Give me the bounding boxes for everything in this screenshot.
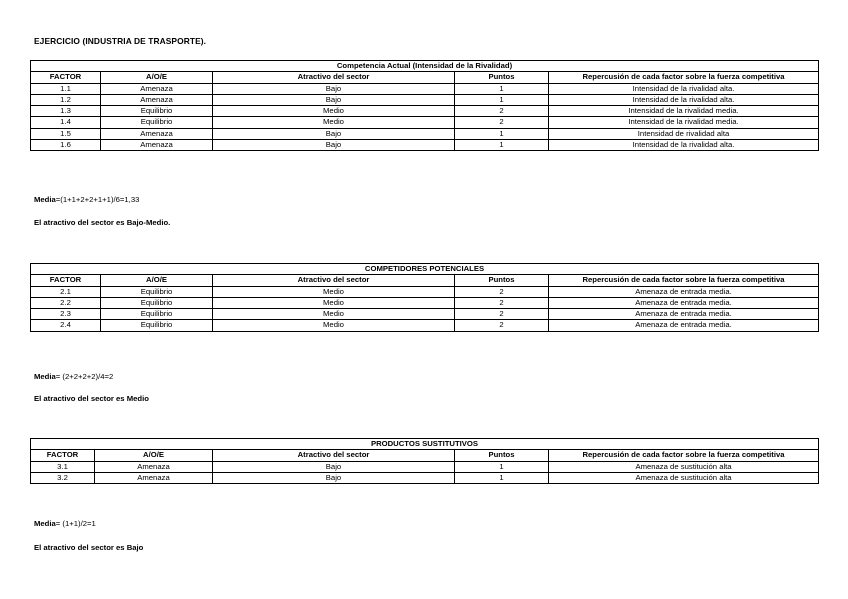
cell-puntos: 2 <box>455 106 549 117</box>
col-aoe: A/O/E <box>101 72 213 83</box>
cell-factor: 1.3 <box>31 106 101 117</box>
cell-atractivo: Medio <box>213 309 455 320</box>
cell-atractivo: Bajo <box>213 83 455 94</box>
table-row <box>31 461 819 472</box>
cell-aoe: Amenaza <box>95 461 213 472</box>
cell-atractivo: Medio <box>213 297 455 308</box>
cell-puntos: 1 <box>455 140 549 151</box>
cell-factor: 1.1 <box>31 83 101 94</box>
cell-repercusion: Intensidad de rivalidad alta <box>549 128 819 139</box>
cell-atractivo: Bajo <box>213 94 455 105</box>
cell-factor: 1.5 <box>31 128 101 139</box>
cell-puntos: 2 <box>455 117 549 128</box>
media-label: Media <box>34 519 56 528</box>
cell-aoe: Equilibrio <box>101 297 213 308</box>
media-label: Media <box>34 195 56 204</box>
cell-puntos: 2 <box>455 309 549 320</box>
media-note <box>34 195 139 204</box>
cell-atractivo: Medio <box>213 106 455 117</box>
cell-aoe: Amenaza <box>101 140 213 151</box>
col-puntos: Puntos <box>455 450 549 461</box>
col-factor: FACTOR <box>31 275 101 286</box>
productos-sustitutivos-table <box>30 438 819 484</box>
cell-puntos: 2 <box>455 297 549 308</box>
cell-repercusion: Amenaza de entrada media. <box>549 286 819 297</box>
cell-puntos: 1 <box>455 472 549 483</box>
cell-puntos: 2 <box>455 320 549 331</box>
table-row <box>31 297 819 308</box>
cell-atractivo: Bajo <box>213 461 455 472</box>
col-repercusion: Repercusión de cada factor sobre la fuerza competitiva <box>549 72 819 83</box>
table-row <box>31 472 819 483</box>
col-repercusion: Repercusión de cada factor sobre la fuerza competitiva <box>549 275 819 286</box>
table-title: Competencia Actual (Intensidad de la Rivalidad) <box>31 61 819 72</box>
cell-repercusion: Intensidad de la rivalidad alta. <box>549 94 819 105</box>
cell-aoe: Equilibrio <box>101 286 213 297</box>
cell-aoe: Amenaza <box>101 83 213 94</box>
cell-aoe: Amenaza <box>101 128 213 139</box>
col-repercusion: Repercusión de cada factor sobre la fuerza competitiva <box>549 450 819 461</box>
conclusion-text: El atractivo del sector es Medio <box>34 394 149 403</box>
cell-repercusion: Amenaza de entrada media. <box>549 320 819 331</box>
table-row <box>31 94 819 105</box>
media-note <box>34 372 113 381</box>
table-row <box>31 83 819 94</box>
col-factor: FACTOR <box>31 450 95 461</box>
cell-repercusion: Intensidad de la rivalidad alta. <box>549 83 819 94</box>
table-row <box>31 309 819 320</box>
table-row <box>31 128 819 139</box>
table-title: COMPETIDORES POTENCIALES <box>31 264 819 275</box>
cell-factor: 2.3 <box>31 309 101 320</box>
cell-repercusion: Amenaza de entrada media. <box>549 297 819 308</box>
media-label: Media <box>34 372 56 381</box>
media-formula: = (2+2+2+2)/4=2 <box>55 372 114 381</box>
cell-puntos: 1 <box>455 461 549 472</box>
cell-repercusion: Intensidad de la rivalidad media. <box>549 117 819 128</box>
competidores-potenciales-table <box>30 263 819 332</box>
cell-atractivo: Bajo <box>213 472 455 483</box>
table-row <box>31 320 819 331</box>
cell-repercusion: Intensidad de la rivalidad media. <box>549 106 819 117</box>
col-puntos: Puntos <box>455 275 549 286</box>
cell-puntos: 1 <box>455 128 549 139</box>
media-formula: = (1+1)/2=1 <box>55 519 96 528</box>
cell-atractivo: Medio <box>213 286 455 297</box>
col-aoe: A/O/E <box>101 275 213 286</box>
cell-aoe: Amenaza <box>95 472 213 483</box>
cell-puntos: 2 <box>455 286 549 297</box>
cell-factor: 1.4 <box>31 117 101 128</box>
media-formula: =(1+1+2+2+1+1)/6=1,33 <box>55 195 140 204</box>
cell-repercusion: Amenaza de entrada media. <box>549 309 819 320</box>
table-row <box>31 117 819 128</box>
cell-aoe: Equilibrio <box>101 309 213 320</box>
table-title: PRODUCTOS SUSTITUTIVOS <box>31 439 819 450</box>
competencia-actual-table <box>30 60 819 151</box>
cell-puntos: 1 <box>455 94 549 105</box>
cell-atractivo: Bajo <box>213 140 455 151</box>
table-row <box>31 140 819 151</box>
cell-atractivo: Medio <box>213 117 455 128</box>
cell-repercusion: Amenaza de sustitución alta <box>549 472 819 483</box>
col-atractivo: Atractivo del sector <box>213 450 455 461</box>
cell-atractivo: Bajo <box>213 128 455 139</box>
cell-repercusion: Amenaza de sustitución alta <box>549 461 819 472</box>
col-atractivo: Atractivo del sector <box>213 72 455 83</box>
cell-factor: 3.1 <box>31 461 95 472</box>
conclusion-text: El atractivo del sector es Bajo <box>34 543 144 552</box>
col-aoe: A/O/E <box>95 450 213 461</box>
page-title: EJERCICIO (INDUSTRIA DE TRASPORTE). <box>34 36 207 46</box>
cell-repercusion: Intensidad de la rivalidad alta. <box>549 140 819 151</box>
cell-factor: 2.4 <box>31 320 101 331</box>
cell-aoe: Amenaza <box>101 94 213 105</box>
cell-aoe: Equilibrio <box>101 117 213 128</box>
cell-atractivo: Medio <box>213 320 455 331</box>
cell-factor: 3.2 <box>31 472 95 483</box>
col-atractivo: Atractivo del sector <box>213 275 455 286</box>
media-note <box>34 519 96 528</box>
cell-aoe: Equilibrio <box>101 106 213 117</box>
cell-aoe: Equilibrio <box>101 320 213 331</box>
conclusion-text: El atractivo del sector es Bajo-Medio. <box>34 218 171 227</box>
cell-factor: 2.2 <box>31 297 101 308</box>
cell-factor: 1.6 <box>31 140 101 151</box>
table-row <box>31 286 819 297</box>
cell-puntos: 1 <box>455 83 549 94</box>
cell-factor: 1.2 <box>31 94 101 105</box>
cell-factor: 2.1 <box>31 286 101 297</box>
col-factor: FACTOR <box>31 72 101 83</box>
table-row <box>31 106 819 117</box>
col-puntos: Puntos <box>455 72 549 83</box>
